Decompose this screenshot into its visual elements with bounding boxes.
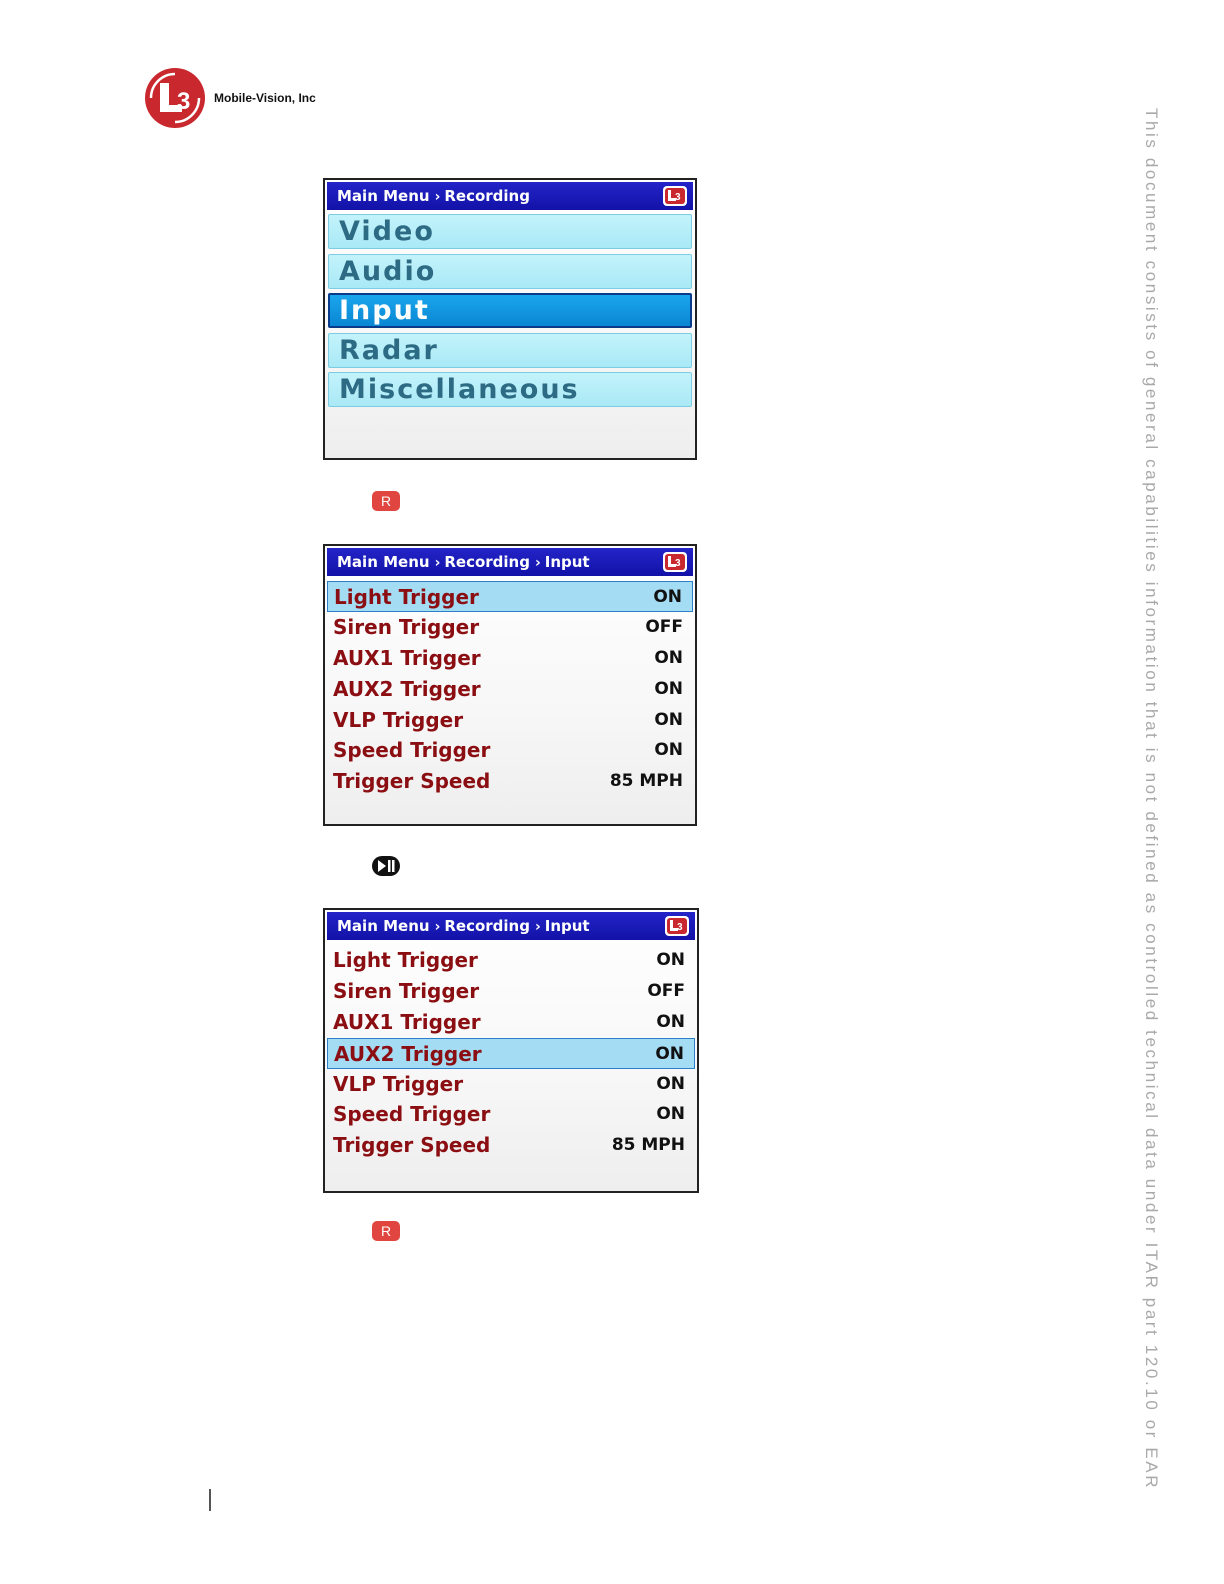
- setting-row-aux2-trigger[interactable]: [327, 1038, 695, 1069]
- breadcrumb-recording: Recording: [444, 917, 530, 935]
- breadcrumb-separator-icon: ›: [534, 555, 541, 571]
- menu-item-radar[interactable]: Radar: [328, 333, 692, 368]
- breadcrumb-recording: Recording: [444, 553, 530, 571]
- breadcrumb-input: Input: [544, 553, 590, 571]
- setting-label: Speed Trigger: [333, 738, 491, 763]
- setting-label: VLP Trigger: [333, 707, 464, 732]
- menu-item-video[interactable]: Video: [328, 214, 692, 249]
- setting-label: Siren Trigger: [333, 614, 480, 639]
- setting-row-aux1-trigger[interactable]: [327, 1007, 695, 1038]
- breadcrumb-main-menu: Main Menu: [337, 553, 430, 571]
- svg-text:3: 3: [675, 558, 681, 569]
- setting-row-light-trigger[interactable]: [327, 581, 693, 612]
- setting-row-siren-trigger[interactable]: [327, 976, 695, 1007]
- setting-value: ON: [654, 678, 683, 699]
- setting-value: ON: [655, 1043, 684, 1064]
- svg-text:3: 3: [177, 88, 191, 115]
- input-settings-list: [327, 945, 695, 1161]
- input-settings-screen-aux2: [323, 908, 699, 1193]
- setting-label: AUX1 Trigger: [333, 1009, 481, 1034]
- menu-item-audio[interactable]: Audio: [328, 254, 692, 289]
- r-button-icon: R: [372, 491, 400, 511]
- setting-value: ON: [656, 1011, 685, 1032]
- menu-item-input[interactable]: Input: [328, 293, 692, 328]
- setting-label: Trigger Speed: [333, 769, 491, 794]
- setting-label: Light Trigger: [334, 585, 479, 609]
- input-settings-list: [327, 581, 693, 797]
- company-name: Mobile-Vision, Inc: [214, 91, 316, 105]
- export-control-notice: This document consists of general capabilities information that is not defined as controlled technical data under ITAR part 120.10 or EAR: [1142, 108, 1161, 1491]
- breadcrumb-separator-icon: ›: [434, 555, 441, 571]
- footer-divider: [209, 1489, 211, 1511]
- recording-menu-screen: [323, 178, 697, 460]
- screen-header: [327, 548, 693, 576]
- setting-label: Light Trigger: [333, 948, 478, 972]
- r-button-icon: R: [372, 1221, 400, 1241]
- setting-label: AUX2 Trigger: [333, 676, 481, 701]
- breadcrumb-separator-icon: ›: [434, 189, 441, 205]
- setting-row-aux2-trigger[interactable]: [327, 674, 693, 705]
- l3-logo-icon: [663, 552, 687, 572]
- setting-value: ON: [654, 740, 683, 761]
- breadcrumb-input: Input: [544, 917, 590, 935]
- setting-label: Siren Trigger: [333, 978, 480, 1003]
- screen-header: [327, 182, 693, 210]
- setting-row-vlp-trigger[interactable]: [327, 705, 693, 736]
- setting-value: ON: [656, 1073, 685, 1094]
- setting-value: OFF: [647, 980, 685, 1001]
- setting-row-trigger-speed[interactable]: [327, 766, 693, 797]
- setting-label: AUX2 Trigger: [334, 1041, 482, 1066]
- setting-row-speed-trigger[interactable]: [327, 1099, 695, 1130]
- breadcrumb-main-menu: Main Menu: [337, 917, 430, 935]
- svg-text:3: 3: [675, 192, 681, 203]
- setting-label: Speed Trigger: [333, 1102, 491, 1127]
- company-logo: [143, 68, 343, 130]
- setting-label: AUX1 Trigger: [333, 645, 481, 670]
- setting-value: ON: [656, 1104, 685, 1125]
- input-settings-screen: [323, 544, 697, 826]
- setting-value: 85 MPH: [609, 771, 683, 792]
- setting-row-trigger-speed[interactable]: [327, 1130, 695, 1161]
- setting-label: Trigger Speed: [333, 1133, 491, 1158]
- setting-row-aux1-trigger[interactable]: [327, 643, 693, 674]
- breadcrumb-separator-icon: ›: [434, 919, 441, 935]
- breadcrumb-separator-icon: ›: [534, 919, 541, 935]
- l3-logo-icon: [663, 186, 687, 206]
- setting-row-light-trigger[interactable]: [327, 945, 695, 976]
- setting-value: ON: [654, 647, 683, 668]
- l3-logo-icon: [143, 68, 207, 128]
- recording-menu-list: [328, 214, 692, 412]
- play-pause-button-icon: [372, 856, 400, 876]
- svg-text:3: 3: [677, 922, 683, 933]
- setting-row-vlp-trigger[interactable]: [327, 1069, 695, 1100]
- breadcrumb-main-menu: Main Menu: [337, 187, 430, 205]
- setting-value: ON: [654, 709, 683, 730]
- setting-row-speed-trigger[interactable]: [327, 735, 693, 766]
- setting-label: VLP Trigger: [333, 1071, 464, 1096]
- setting-value: ON: [656, 950, 685, 970]
- breadcrumb-recording: Recording: [444, 187, 530, 205]
- setting-value: 85 MPH: [611, 1135, 685, 1156]
- setting-value: OFF: [645, 616, 683, 637]
- menu-item-miscellaneous[interactable]: Miscellaneous: [328, 372, 692, 407]
- screen-header: [327, 912, 695, 940]
- l3-logo-icon: [665, 916, 689, 936]
- setting-value: ON: [653, 587, 682, 607]
- setting-row-siren-trigger[interactable]: [327, 612, 693, 643]
